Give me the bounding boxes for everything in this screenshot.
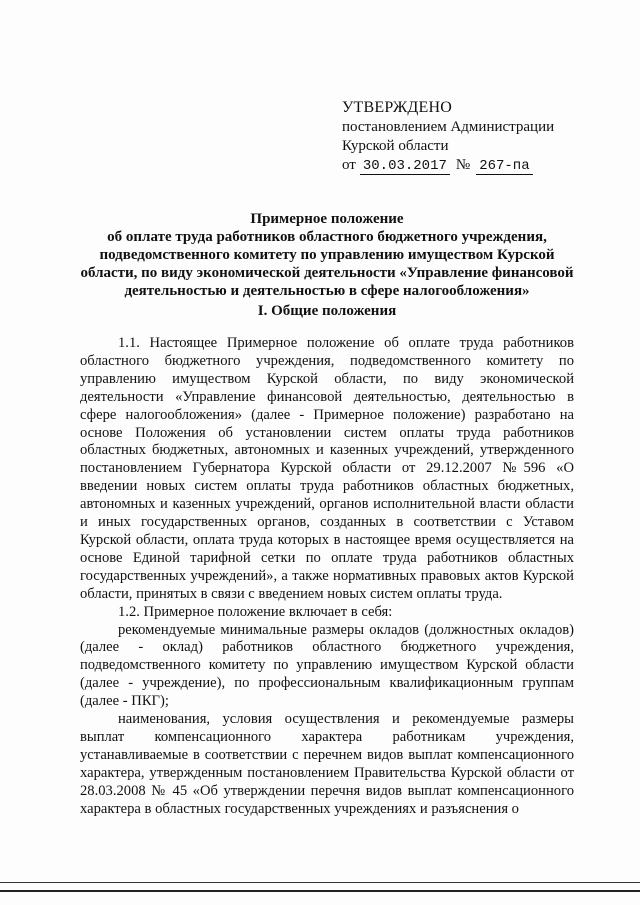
title-line-2: об оплате труда работников областного бюджетного учреждения, (107, 229, 547, 245)
paragraph-salaries: рекомендуемые минимальные размеры окладов (должностных окладов) (далее - оклад) работников областного бюджетного учреждения, подведомственного комитету по управлению имуществом Курской области (далее - учреждение), по профессиональным квалификационным группам (далее - ПКГ); (80, 621, 574, 710)
footer-rule (0, 882, 640, 883)
approved-label: УТВЕРЖДЕНО (342, 99, 453, 116)
section-heading: I. Общие положения (257, 303, 397, 319)
approval-line-2: Курской области (342, 138, 449, 154)
approval-line-1: постановлением Администрации (342, 119, 555, 135)
footer-rule-bold (0, 890, 640, 892)
from-label: от (342, 157, 356, 173)
number-label: № (455, 157, 471, 173)
title-line-5: деятельностью и деятельностью в сфере налогообложения» (124, 283, 530, 299)
approval-stamp (342, 98, 582, 175)
title-line-4: области, по виду экономической деятельности «Управление финансовой (80, 265, 574, 281)
approval-date-line (342, 156, 582, 175)
title-line-3: подведомственного комитету по управлению имуществом Курской (99, 247, 555, 263)
paragraph-1-1: 1.1. Настоящее Примерное положение об оплате труда работников областного бюджетного учреждения, подведомственного комитету по управлению имуществом Курской области, по виду экономической деятельности «Управление финансовой деятельностью, деятельностью в сфере налогообложения» (далее - Примерное положение) разработано на основе Положения об установлении систем оплаты труда работников областных бюджетных, автономных и казенных учреждений, утвержденного постановлением Губернатора Курской области от 29.12.2007 №596 «О введении новых систем оплаты труда работников областных бюджетных, автономных и казенных учреждений, органов исполнительной власти области и иных государственных органов, созданных в соответствии с Уставом Курской области, оплата труда которых в настоящее время осуществляется на основе Единой тарифной сетки по оплате труда работников областных государственных учреждений», а также нормативных правовых актов Курской области, принятых в связи с введением новых систем оплаты труда. (80, 335, 574, 602)
document-title (80, 210, 574, 300)
paragraph-1-2: 1.2. Примерное положение включает в себя: (118, 603, 393, 620)
approval-date: 30.03.2017 (360, 158, 450, 175)
approval-number: 267-па (476, 158, 532, 175)
body-text (80, 335, 574, 818)
paragraph-compensation: наименования, условия осуществления и рекомендуемые размеры выплат компенсационного характера работникам учреждения, устанавливаемые в соответствии с перечнем видов выплат компенсационного характера, утвержденным постановлением Правительства Курской области от 28.03.2008 № 45 «Об утверждении перечня видов выплат компенсационного характера в областных государственных учреждениях и разъяснения о (80, 711, 574, 817)
title-line-1: Примерное положение (250, 211, 404, 227)
